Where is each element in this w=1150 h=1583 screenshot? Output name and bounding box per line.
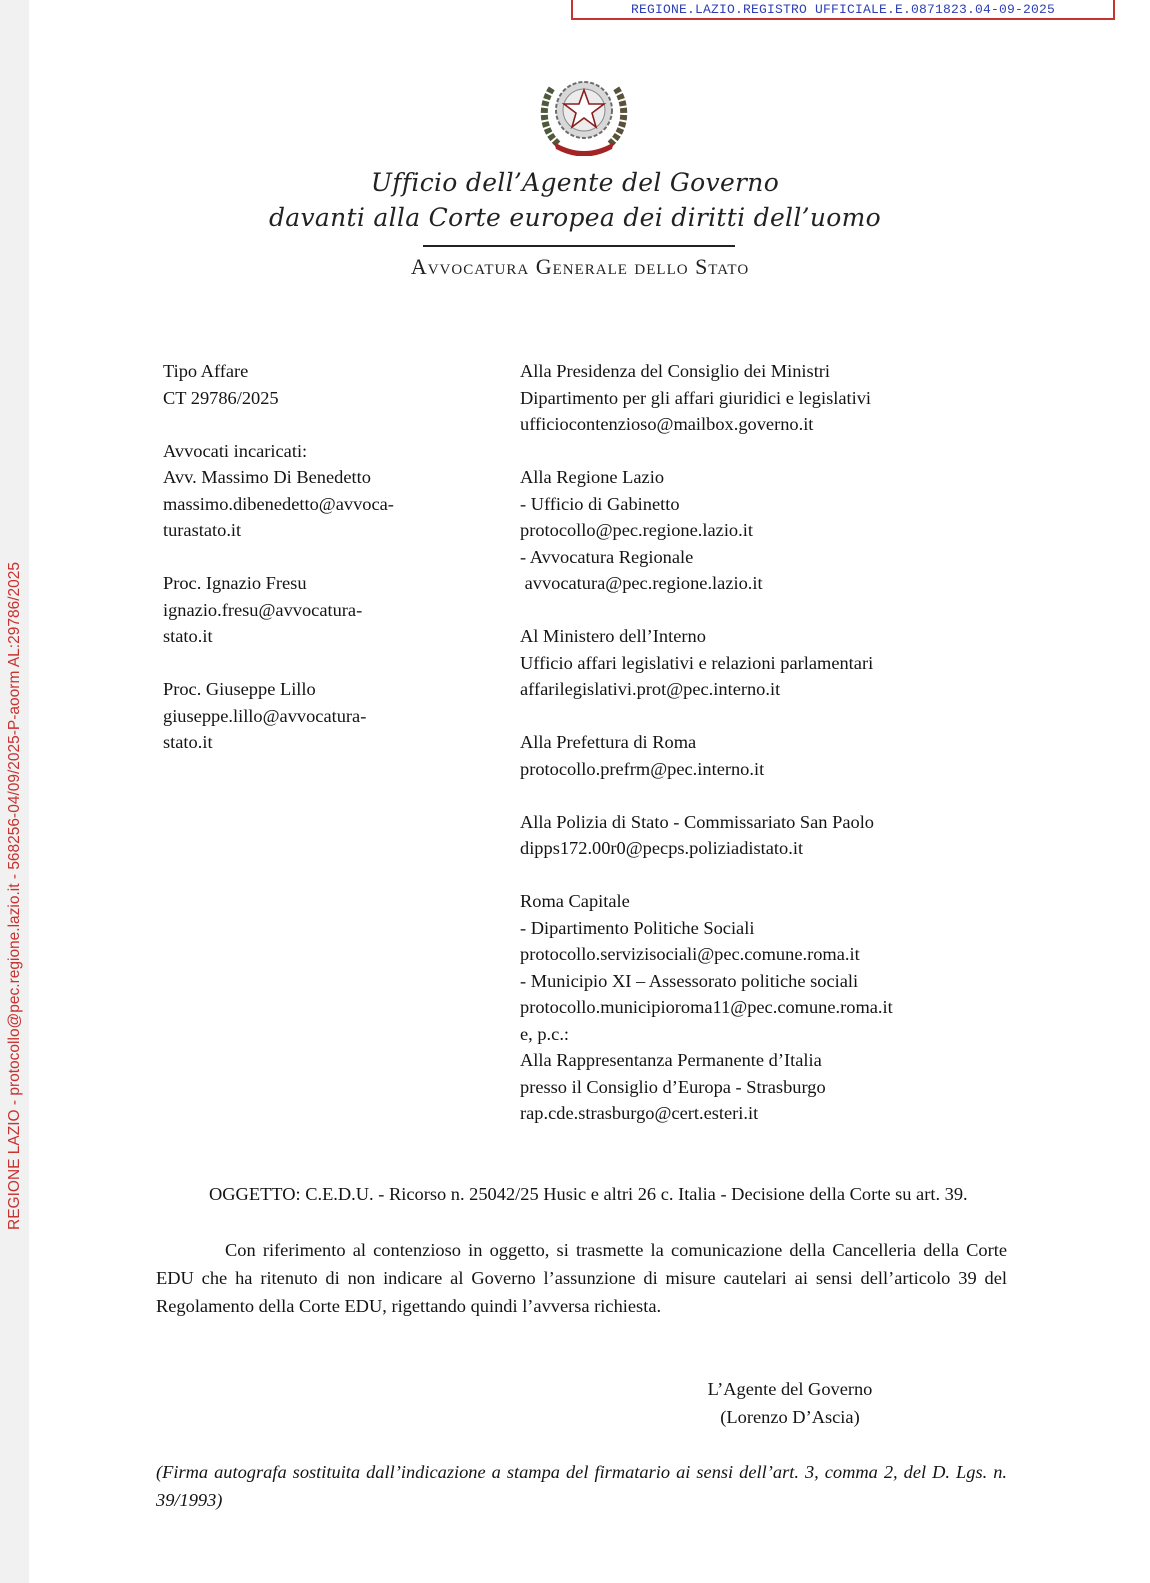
- recipients-block: [520, 358, 893, 1127]
- recipient-line: Alla Rappresentanza Permanente d’Italia: [520, 1050, 822, 1070]
- side-protocol-text: REGIONE LAZIO - protocollo@pec.regione.lazio.it - 568256-04/09/2025-P-aoorm AL:29786/2025: [6, 562, 23, 1230]
- case-info-line: [163, 650, 394, 677]
- case-info-line: Tipo Affare: [163, 361, 249, 381]
- recipient-line: Roma Capitale: [520, 891, 630, 911]
- signatory-name: (Lorenzo D’Ascia): [720, 1407, 860, 1427]
- recipient-line: [520, 862, 893, 889]
- recipient-line: - Municipio XI – Assessorato politiche sociali: [520, 970, 859, 991]
- recipient-line: protocollo.prefrm@pec.interno.it: [520, 758, 765, 779]
- case-info-block: [163, 358, 394, 756]
- office-name-line2: davanti alla Corte europea dei diritti dell’uomo: [268, 203, 881, 232]
- signatory-title: L’Agente del Governo: [707, 1379, 873, 1399]
- recipient-line: - Ufficio di Gabinetto: [520, 493, 680, 514]
- header-divider: [423, 245, 735, 247]
- registry-stamp: REGIONE.LAZIO.REGISTRO UFFICIALE.E.0871823.04-09-2025: [571, 0, 1115, 20]
- recipient-line: Al Ministero dell’Interno: [520, 626, 706, 646]
- italian-republic-emblem-icon: [538, 68, 630, 156]
- case-info-line: Proc. Giuseppe Lillo: [163, 679, 316, 699]
- case-info-line: turastato.it: [163, 520, 242, 540]
- recipient-line: avvocatura@pec.regione.lazio.it: [520, 573, 763, 593]
- recipient-line: protocollo.servizisociali@pec.comune.roma.it: [520, 944, 860, 964]
- recipient-line: [520, 597, 893, 624]
- organization-name: Avvocatura Generale dello Stato: [410, 254, 750, 279]
- case-info-line: stato.it: [163, 626, 213, 646]
- recipient-line: [520, 703, 893, 730]
- recipient-line: protocollo.municipioroma11@pec.comune.roma.it: [520, 997, 893, 1017]
- subject-line: OGGETTO: C.E.D.U. - Ricorso n. 25042/25 Husic e altri 26 c. Italia - Decisione della Corte su art. 39.: [209, 1184, 968, 1204]
- case-info-line: Proc. Ignazio Fresu: [163, 573, 307, 593]
- recipient-line: Alla Presidenza del Consiglio dei Ministri: [520, 361, 831, 381]
- recipient-line: dipps172.00r0@pecps.poliziadistato.it: [520, 838, 804, 858]
- recipient-line: Dipartimento per gli affari giuridici e legislativi: [520, 387, 872, 408]
- recipient-line: Ufficio affari legislativi e relazioni parlamentari: [520, 652, 874, 673]
- office-name-line1: Ufficio dell’Agente del Governo: [370, 168, 780, 197]
- recipient-line: protocollo@pec.regione.lazio.it: [520, 520, 753, 540]
- case-info-line: Avv. Massimo Di Benedetto: [163, 467, 371, 487]
- recipient-line: - Dipartimento Politiche Sociali: [520, 917, 755, 938]
- case-info-line: massimo.dibenedetto@avvoca-: [163, 493, 394, 514]
- recipient-line: ufficiocontenzioso@mailbox.governo.it: [520, 414, 814, 434]
- case-info-line: [163, 411, 394, 438]
- recipient-line: presso il Consiglio d’Europa - Strasburgo: [520, 1076, 826, 1097]
- body-paragraph: Con riferimento al contenzioso in oggetto, si trasmette la comunicazione della Cancelleria della Corte EDU che ha ritenuto di non indicare al Governo l’assunzione di misure cautelari ai sensi dell’articolo 39 del Regolamento della Corte EDU, rigettando quindi l’avversa richiesta.: [156, 1240, 1007, 1316]
- case-info-line: stato.it: [163, 732, 213, 752]
- recipient-line: Alla Polizia di Stato - Commissariato San Paolo: [520, 811, 874, 832]
- recipient-line: rap.cde.strasburgo@cert.esteri.it: [520, 1103, 759, 1123]
- side-protocol-stamp: [3, 395, 27, 1230]
- case-info-line: Avvocati incaricati:: [163, 440, 308, 461]
- case-info-line: ignazio.fresu@avvocatura-: [163, 599, 363, 620]
- recipient-line: [520, 438, 893, 465]
- case-info-line: [163, 544, 394, 571]
- recipient-line: affarilegislativi.prot@pec.interno.it: [520, 679, 781, 699]
- case-info-line: CT 29786/2025: [163, 387, 279, 408]
- recipient-line: Alla Regione Lazio: [520, 467, 665, 487]
- signature-footnote: (Firma autografa sostituita dall’indicazione a stampa del firmatario ai sensi dell’art. 3, comma 2, del D. Lgs. n. 39/1993): [156, 1462, 1007, 1510]
- recipient-line: Alla Prefettura di Roma: [520, 732, 697, 752]
- recipient-line: e, p.c.:: [520, 1023, 570, 1044]
- case-info-line: giuseppe.lillo@avvocatura-: [163, 705, 367, 726]
- recipient-line: [520, 782, 893, 809]
- recipient-line: - Avvocatura Regionale: [520, 546, 694, 567]
